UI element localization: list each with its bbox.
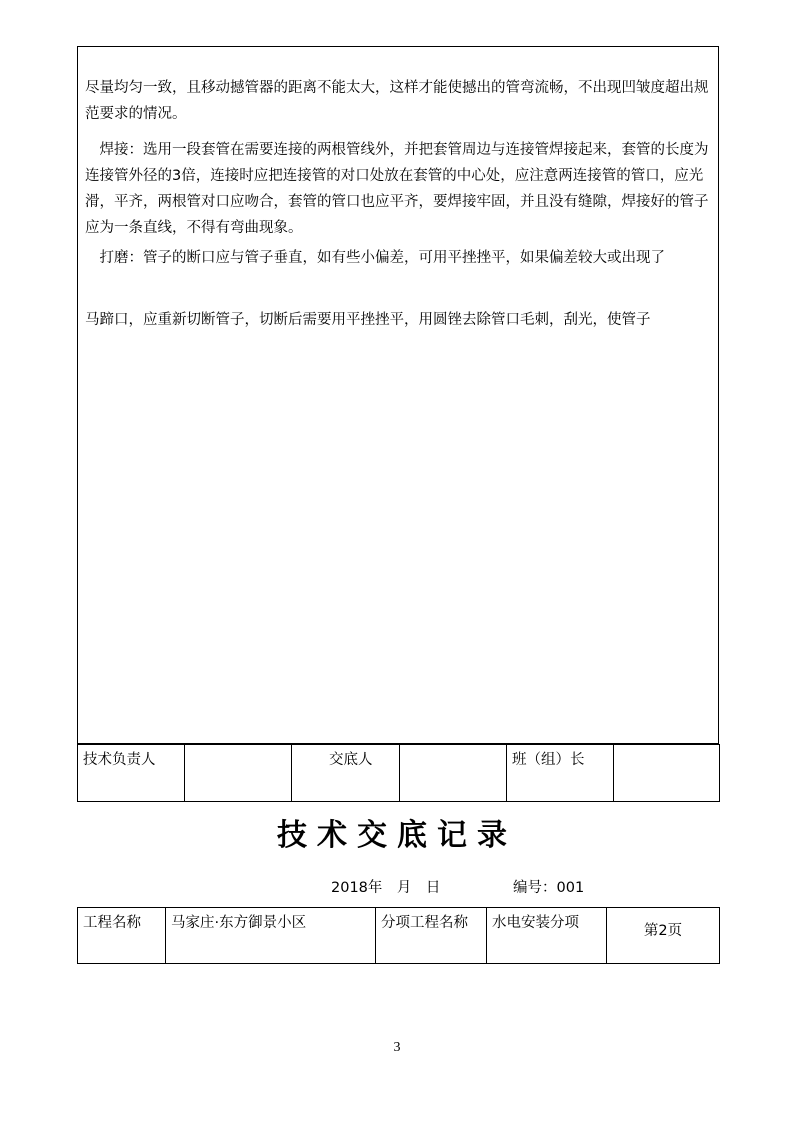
paragraph-bending: 尽量均匀一致，且移动撼管器的距离不能太大，这样才能使撼出的管弯流畅，不出现凹皱度超出规范要求的情况。 xyxy=(85,80,709,122)
paragraph-grinding-continued: 马蹄口，应重新切断管子，切断后需要用平挫挫平，用圆锉去除管口毛刺，刮光，使管子 xyxy=(85,312,651,328)
paragraph-grinding: 打磨：管子的断口应与管子垂直，如有些小偏差，可用平挫挫平，如果偏差较大或出现了 xyxy=(85,250,665,266)
record-title: 技术交底记录 xyxy=(277,818,517,853)
project-info-table xyxy=(77,907,720,964)
handover-person-signature-field[interactable] xyxy=(400,745,507,802)
page-number: 3 xyxy=(393,1040,401,1055)
paragraph-welding: 焊接：选用一段套管在需要连接的两根管线外，并把套管周边与连接管焊接起来，套管的长度为连接管外径的3倍，连接时应把连接管的对口处放在套管的中心处，应注意两连接管的管口，应光滑，平齐，两根管对口应吻合，套管的管口也应平齐，要焊接牢固，并且没有缝隙，焊接好的管子应为一条直线，不得有弯曲现象。 xyxy=(85,142,709,236)
team-leader-label: 班（组）长 xyxy=(507,745,614,802)
record-date: 2018年 月 日 xyxy=(331,880,441,896)
sub-project-label: 分项工程名称 xyxy=(376,908,487,964)
tech-lead-label: 技术负责人 xyxy=(78,745,185,802)
page-label: 第2页 xyxy=(607,908,720,964)
signature-table xyxy=(77,744,720,802)
team-leader-signature-field[interactable] xyxy=(614,745,720,802)
tech-lead-signature-field[interactable] xyxy=(185,745,292,802)
project-name-label: 工程名称 xyxy=(78,908,166,964)
record-number: 编号：001 xyxy=(513,880,585,896)
sub-project-value: 水电安装分项 xyxy=(487,908,607,964)
handover-person-label: 交底人 xyxy=(292,745,400,802)
content-box xyxy=(77,46,719,744)
project-name-value: 马家庄·东方御景小区 xyxy=(166,908,376,964)
